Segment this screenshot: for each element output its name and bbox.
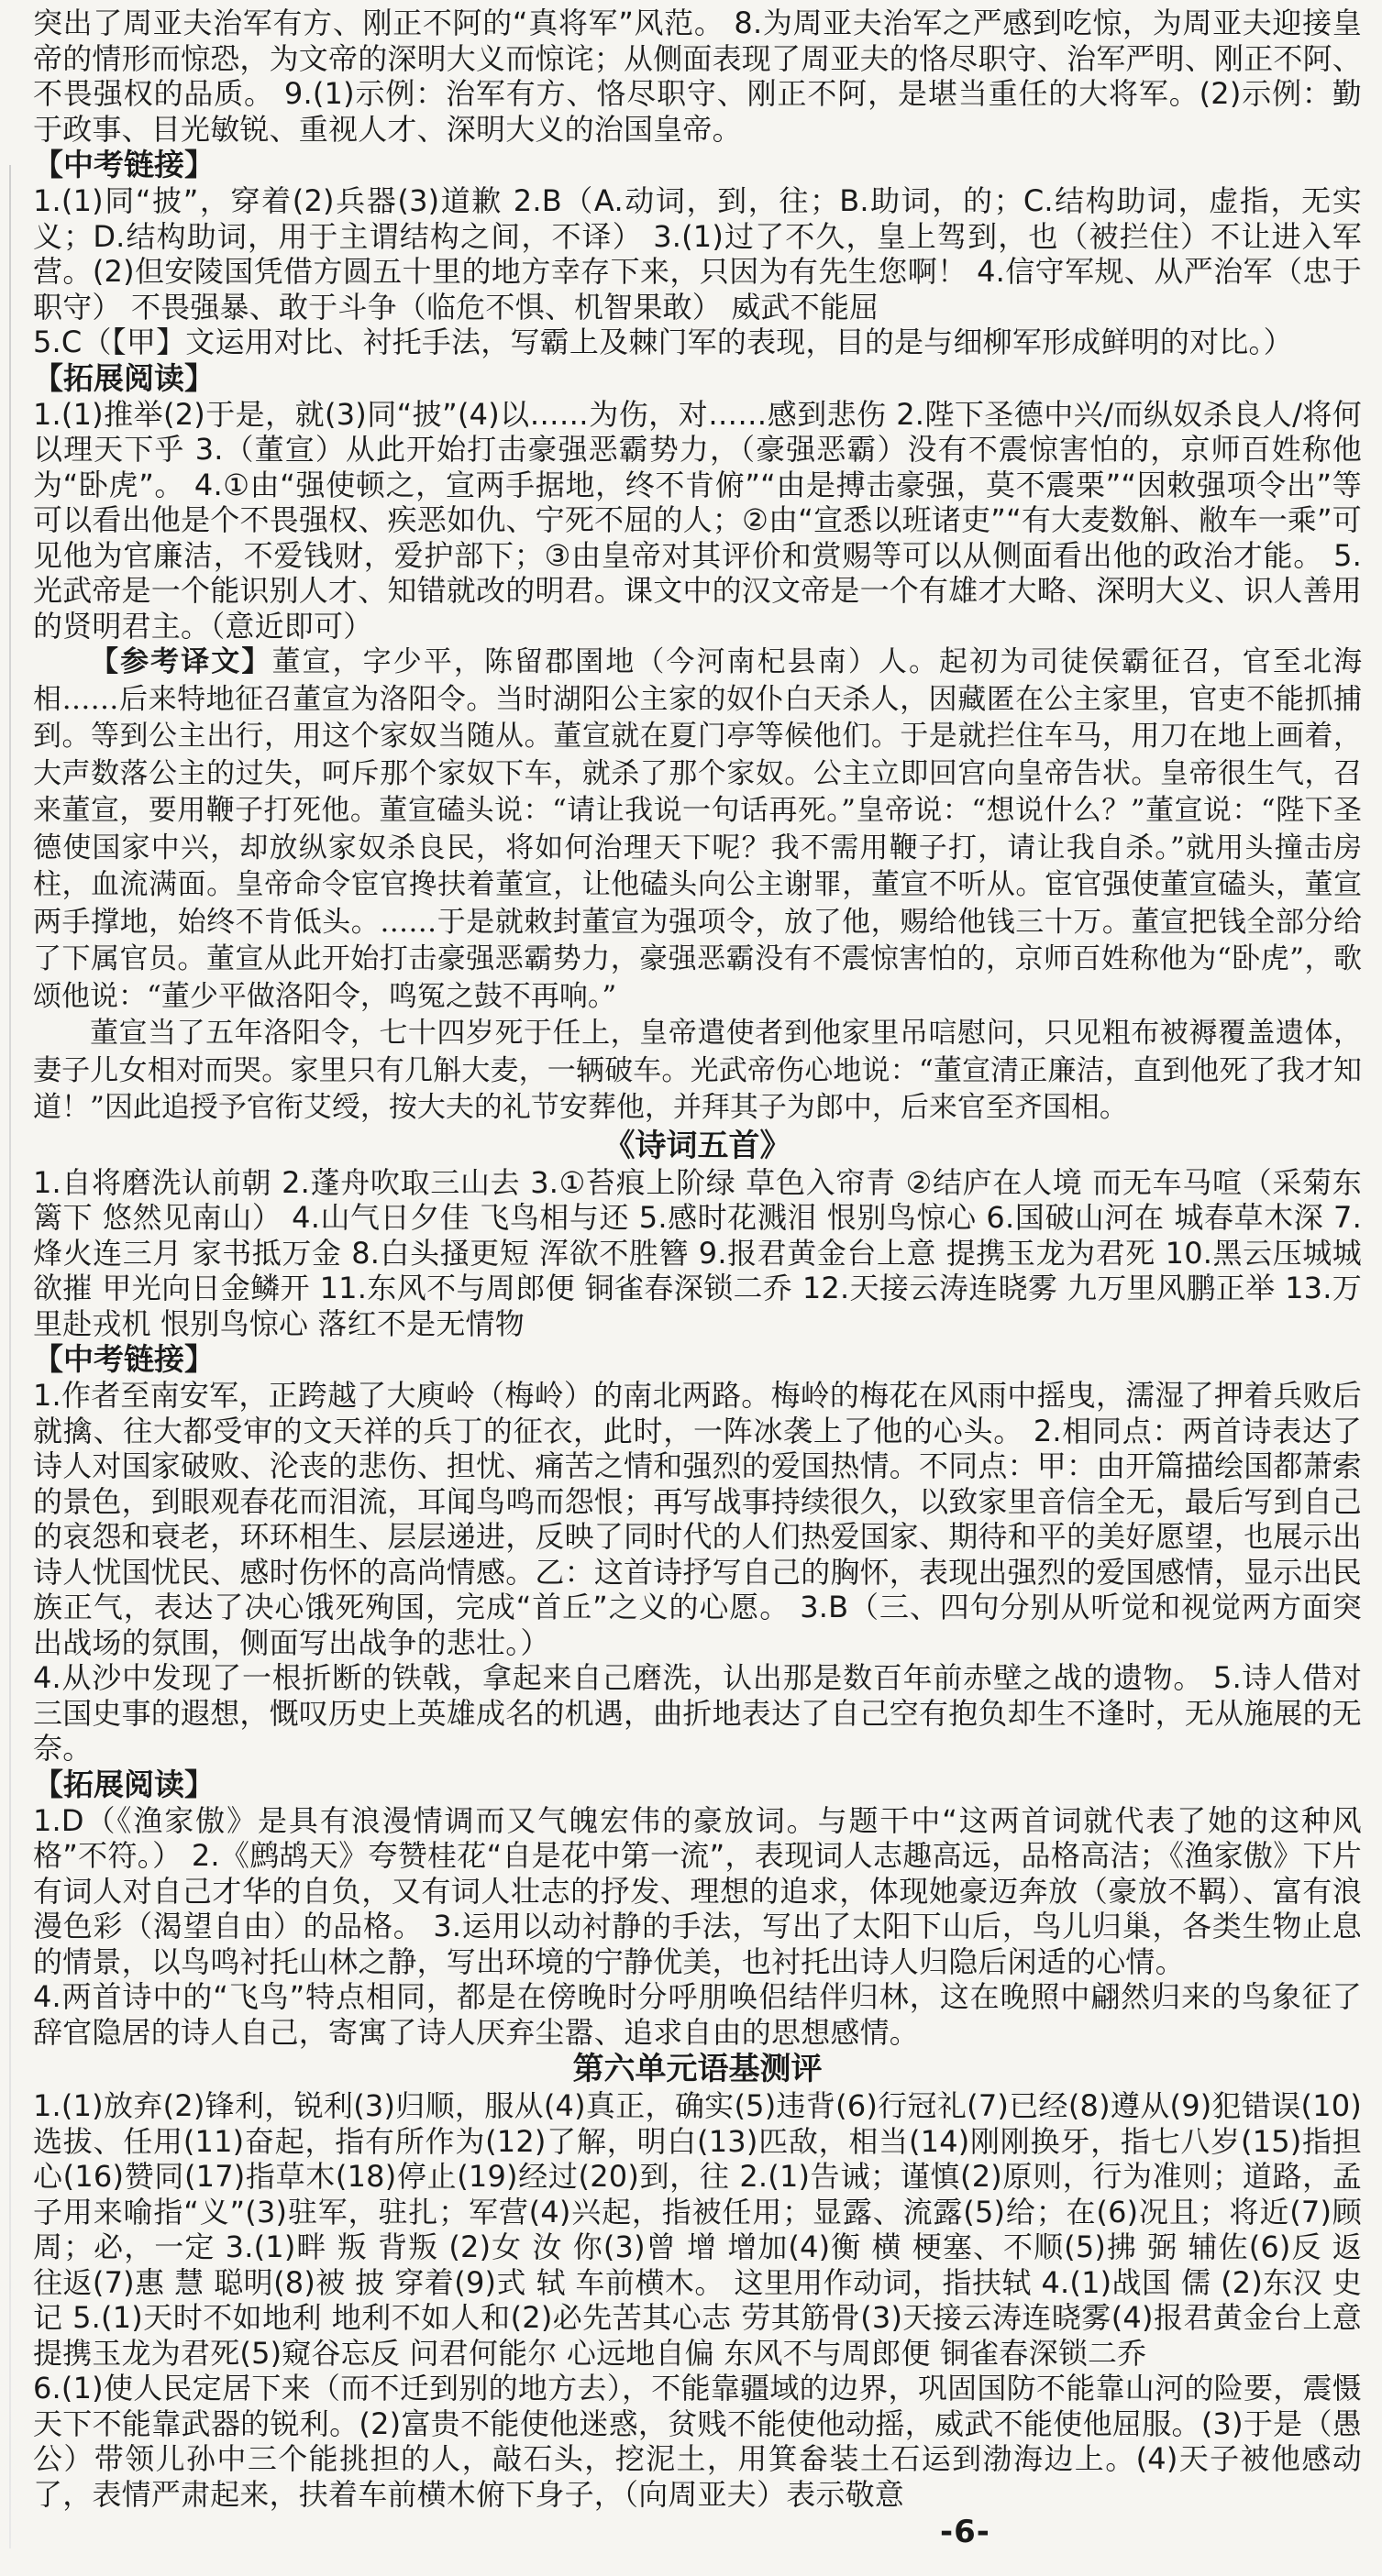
section-tag-tuozhan: 【拓展阅读】 bbox=[33, 359, 215, 396]
answer-para: 6.(1)使人民定居下来（而不迁到别的地方去），不能靠疆域的边界，巩固国防不能靠山河的险要，震慑天下不能靠武器的锐利。(2)富贵不能使他迷惑，贫贱不能使他动摇，威武不能使他屈服。(3)于是（愚公）带领儿孙中三个能挑担的人，敲石头，挖泥土，用箕畚装土石运到渤海边上。(4)天子被他感动了，表情严肃起来，扶着车前横木俯下身子，（向周亚夫）表示敬意 bbox=[33, 2371, 1362, 2512]
section-tag-tuozhan: 【拓展阅读】 bbox=[33, 1766, 215, 1802]
answer-para: 4.从沙中发现了一根折断的铁戟，拿起来自己磨洗，认出那是数百年前赤壁之战的遗物。 5.诗人借对三国史事的遐想，慨叹历史上英雄成名的机遇，曲折地表达了自己空有抱负却生不逢时，无从施展的无奈。 bbox=[33, 1660, 1363, 1766]
answer-para: 1.D（《渔家傲》是具有浪漫情调而又气魄宏伟的豪放词。与题干中“这两首词就代表了她的这种风格”不符。） 2.《鹧鸪天》夸赞桂花“自是花中第一流”，表现词人志趣高远，品格高洁；《渔家傲》下片有词人对自己才华的自负，又有词人壮志的抒发、理想的追求，体现她豪迈奔放（豪放不羁）、富有浪漫色彩（渴望自由）的品格。 3.运用以动衬静的手法，写出了太阳下山后，鸟儿归巢，各类生物止息的情景，以鸟鸣衬托山林之静，写出环境的宁静优美，也衬托出诗人归隐后闲适的心情。 bbox=[33, 1802, 1362, 1979]
reference-translation bbox=[33, 644, 1362, 1015]
translation-text: 董宣，字少平，陈留郡圉地（今河南杞县南）人。起初为司徒侯霸征召，官至北海相……后来特地征召董宣为洛阳令。当时湖阳公主家的奴仆白天杀人，因藏匿在公主家里，官吏不能抓捕到。等到公主出行，用这个家奴当随从。董宣就在夏门亭等候他们。于是就拦住车马，用刀在地上画着，大声数落公主的过失，呵斥那个家奴下车，就杀了那个家奴。公主立即回宫向皇帝告状。皇帝很生气，召来董宣，要用鞭子打死他。董宣磕头说：“请让我说一句话再死。”皇帝说：“想说什么？”董宣说：“陛下圣德使国家中兴，却放纵家奴杀良民，将如何治理天下呢？我不需用鞭子打，请让我自杀。”就用头撞击房柱，血流满面。皇帝命令宦官搀扶着董宣，让他磕头向公主谢罪，董宣不听从。宦官强使董宣磕头，董宣两手撑地，始终不肯低头。……于是就敕封董宣为强项令，放了他，赐给他钱三十万。董宣把钱全部分给了下属官员。董宣从此开始打击豪强恶霸势力，豪强恶霸没有不震惊害怕的，京师百姓称他为“卧虎”，歌颂他说：“董少平做洛阳令，鸣冤之鼓不再响。” bbox=[33, 645, 1363, 1013]
answer-para: 4.两首诗中的“飞鸟”特点相同，都是在傍晚时分呼朋唤侣结伴归林，这在晚照中翩然归来的鸟象征了辞官隐居的诗人自己，寄寓了诗人厌弃尘嚣、追求自由的思想感情。 bbox=[33, 1979, 1362, 2050]
section-title-poems: 《诗词五首》 bbox=[603, 1127, 791, 1164]
answer-para: 5.C（【甲】文运用对比、衬托手法，写霸上及棘门军的表现，目的是与细柳军形成鲜明的对比。） bbox=[33, 325, 1293, 359]
translation-label: 【参考译文】 bbox=[90, 645, 272, 678]
answer-para: 1.自将磨洗认前朝 2.蓬舟吹取三山去 3.①苔痕上阶绿 草色入帘青 ②结庐在人境 而无车马喧（采菊东篱下 悠然见南山） 4.山气日夕佳 飞鸟相与还 5.感时花溅泪 恨别鸟惊心 6.国破山河在 城春草木深 7.烽火连三月 家书抵万金 8.白头搔更短 浑欲不胜簪 9.报君黄金台上意 提携玉龙为君死 10.黑云压城城欲摧 甲光向日金鳞开 11.东风不与周郎便 铜雀春深锁二乔 12.天接云涛连晓雾 九万里风鹏正举 13.万里赴戎机 恨别鸟惊心 落红不是无情物 bbox=[33, 1164, 1362, 1341]
answer-para: 突出了周亚夫治军有方、刚正不阿的“真将军”风范。 8.为周亚夫治军之严感到吃惊，为周亚夫迎接皇帝的情形而惊恐，为文帝的深明大义而惊诧；从侧面表现了周亚夫的恪尽职守、治军严明、刚正不阿、不畏强权的品质。 9.(1)示例：治军有方、恪尽职守、刚正不阿，是堪当重任的大将军。(2)示例：勤于政事、目光敏锐、重视人才、深明大义的治国皇帝。 bbox=[33, 6, 1363, 147]
answer-para: 1.(1)同“披”，穿着(2)兵器(3)道歉 2.B（A.动词，到，往；B.助词，的；C.结构助词，虚指，无实义；D.结构助词，用于主谓结构之间，不译） 3.(1)过了不久，皇上驾到，也（被拦住）不让进入军营。(2)但安陵国凭借方圆五十里的地方幸存下来，只因为有先生您啊！ 4.信守军规、从严治军（忠于职守） 不畏强暴、敢于斗争（临危不惧、机智果敢） 威武不能屈 bbox=[33, 183, 1362, 325]
section-tag-zhongkao: 【中考链接】 bbox=[33, 1341, 215, 1377]
page-number: -6- bbox=[940, 2514, 990, 2550]
answer-para: 1.(1)放弃(2)锋利，锐利(3)归顺，服从(4)真正，确实(5)违背(6)行冠礼(7)已经(8)遵从(9)犯错误(10)选拔、任用(11)奋起，指有所作为(12)了解，明白(13)匹敌，相当(14)刚刚换牙，指七八岁(15)指担心(16)赞同(17)指草木(18)停止(19)经过(20)到，往 2.(1)告诫；谨慎(2)原则，行为准则；道路，孟子用来喻指“义”(3)驻军，驻扎；军营(4)兴起，指被任用；显露、流露(5)给；在(6)况且；将近(7)顾周；必，一定 3.(1)畔 叛 背叛 (2)女 汝 你(3)曾 增 增加(4)衡 横 梗塞、不顺(5)拂 弼 辅佐(6)反 返 往返(7)惠 慧 聪明(8)被 披 穿着(9)式 轼 车前横木。 这里用作动词，指扶轼 4.(1)战国 儒 (2)东汉 史记 5.(1)天时不如地利 地利不如人和(2)必先苦其心志 劳其筋骨(3)天接云涛连晓雾(4)报君黄金台上意 提携玉龙为君死(5)窥谷忘反 问君何能尔 心远地自偏 东风不与周郎便 铜雀春深锁二乔 bbox=[33, 2088, 1362, 2371]
section-title-unit-test: 第六单元语基测评 bbox=[572, 2051, 823, 2087]
section-tag-zhongkao: 【中考链接】 bbox=[33, 147, 215, 182]
reference-translation-cont: 董宣当了五年洛阳令，七十四岁死于任上，皇帝遣使者到他家里吊唁慰问，只见粗布被褥覆盖遗体，妻子儿女相对而哭。家里只有几斛大麦，一辆破车。光武帝伤心地说：“董宣清正廉洁，直到他死了我才知道！”因此追授予官衔艾绶，按大夫的礼节安葬他，并拜其子为郎中，后来官至齐国相。 bbox=[33, 1017, 1362, 1124]
answer-para: 1.作者至南安军，正跨越了大庾岭（梅岭）的南北两路。梅岭的梅花在风雨中摇曳，濡湿了押着兵败后就擒、往大都受审的文天祥的兵丁的征衣，此时，一阵冰袭上了他的心头。 2.相同点：两首诗表达了诗人对国家破败、沦丧的悲伤、担忧、痛苦之情和强烈的爱国热情。不同点：甲：由开篇描绘国都萧索的景色，到眼观春花而泪流，耳闻鸟鸣而怨恨；再写战事持续很久，以致家里音信全无，最后写到自己的哀怨和衰老，环环相生、层层递进，反映了同时代的人们热爱国家、期待和平的美好愿望，也展示出诗人忧国忧民、感时伤怀的高尚情感。乙：这首诗抒写自己的胸怀，表现出强烈的爱国感情，显示出民族正气，表达了决心饿死殉国，完成“首丘”之义的心愿。 3.B（三、四句分别从听觉和视觉两方面突出战场的氛围，侧面写出战争的悲壮。） bbox=[33, 1378, 1363, 1660]
answer-para: 1.(1)推举(2)于是，就(3)同“披”(4)以……为伤，对……感到悲伤 2.陛下圣德中兴/而纵奴杀良人/将何以理天下乎 3.（董宣）从此开始打击豪强恶霸势力，（豪强恶霸）没有不震惊害怕的，京师百姓称他为“卧虎”。 4.①由“强使顿之，宣两手据地，终不肯俯”“由是搏击豪强，莫不震栗”“因敕强项令出”等可以看出他是个不畏强权、疾恶如仇、宁死不屈的人；②由“宣悉以班诸吏”“有大麦数斛、敝车一乘”可见他为官廉洁，不爱钱财，爱护部下；③由皇帝对其评价和赏赐等可以从侧面看出他的政治才能。 5.光武帝是一个能识别人才、知错就改的明君。课文中的汉文帝是一个有雄才大略、深明大义、识人善用的贤明君主。（意近即可） bbox=[33, 396, 1363, 644]
